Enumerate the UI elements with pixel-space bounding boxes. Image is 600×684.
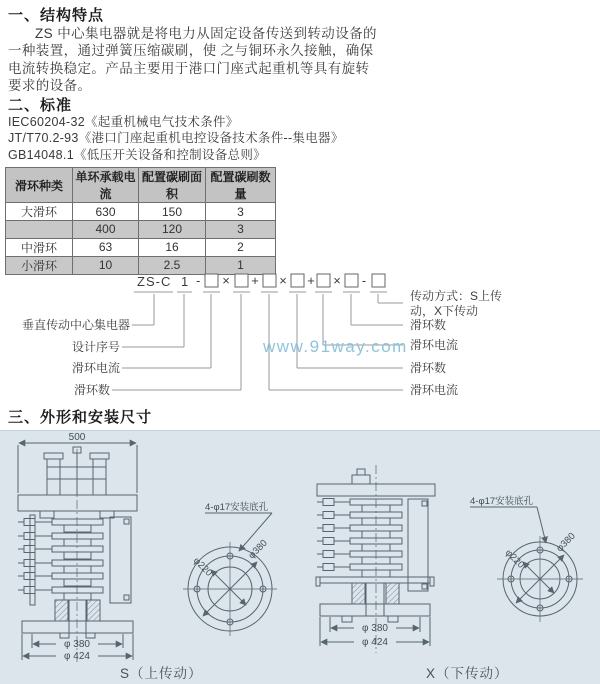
section1-heading: 一、结构特点 <box>8 7 105 24</box>
dim-500-label: 500 <box>68 432 86 443</box>
label-ring-count: 滑环数 <box>410 361 447 375</box>
watermark-text: www.91way.com <box>263 337 408 356</box>
label-drive-mode-line2: 动，X下传动 <box>410 304 479 318</box>
standards-list <box>8 114 344 163</box>
model-box <box>235 274 248 287</box>
table-cell: 2.5 <box>139 256 206 274</box>
paragraph-line: 电流转换稳定。产品主要用于港口门座式起重机等具有旋转 <box>8 60 370 76</box>
table-cell <box>6 221 73 239</box>
model-separator: - <box>196 273 201 288</box>
paragraph-line: 要求的设备。 <box>8 78 92 94</box>
model-boxes <box>205 274 385 287</box>
times-symbol: × <box>279 273 287 288</box>
model-box <box>317 274 330 287</box>
table-header-cell: 滑环种类 <box>6 168 73 203</box>
dim-380-diagonal-label: φ380 <box>554 530 578 555</box>
table-cell: 63 <box>73 238 139 256</box>
table-header-cell: 配置碳刷面积 <box>139 168 206 203</box>
model-box <box>205 274 218 287</box>
table-cell: 3 <box>206 221 276 239</box>
flange-view-left <box>183 513 277 636</box>
paragraph-line: ZS 中心集电器就是将电力从固定设备传送到转动设备的 <box>35 26 377 41</box>
table-cell: 10 <box>73 256 139 274</box>
table-row <box>6 238 276 256</box>
table-cell: 小滑环 <box>6 256 73 274</box>
standard-item: GB14048.1《低压开关设备和控制设备总则》 <box>8 147 266 162</box>
section3-heading: 三、外形和安装尺寸 <box>8 409 153 426</box>
label-drive-mode-line1: 传动方式：S上传 <box>410 289 503 303</box>
table-header-row <box>6 168 276 203</box>
model-box <box>372 274 385 287</box>
table-row <box>6 203 276 221</box>
dim-380-label: φ 380 <box>64 639 90 650</box>
table-cell: 120 <box>139 221 206 239</box>
s-assembly-drawing <box>18 443 137 663</box>
designation-left-labels <box>22 317 130 397</box>
dim-424-label: φ 424 <box>64 651 90 662</box>
model-prefix: ZS-C <box>137 274 172 289</box>
table-cell: 2 <box>206 238 276 256</box>
dimension-drawing-panel <box>0 430 600 684</box>
label-ring-count: 滑环数 <box>73 383 110 397</box>
mounting-holes-label: 4-φ17安装底孔 <box>470 496 534 507</box>
label-ring-current: 滑环电流 <box>410 383 459 397</box>
times-symbol: × <box>222 273 230 288</box>
table-cell: 630 <box>73 203 139 221</box>
slip-ring-stack <box>350 499 402 577</box>
table-cell: 16 <box>139 238 206 256</box>
table-cell: 400 <box>73 221 139 239</box>
section2-heading: 二、标准 <box>8 97 73 114</box>
table-cell: 大滑环 <box>6 203 73 221</box>
mounting-holes-label: 4-φ17安装底孔 <box>205 502 269 513</box>
table-header-cell: 配置碳刷数量 <box>206 168 276 203</box>
dim-380-diagonal-label: φ380 <box>246 537 270 562</box>
slip-ring-spec-table <box>5 167 276 275</box>
label-ring-current: 滑环电流 <box>71 361 120 375</box>
label-design-serial: 设计序号 <box>71 340 120 354</box>
model-box <box>345 274 358 287</box>
designation-right-labels <box>410 288 502 397</box>
dash-symbol: - <box>361 273 367 288</box>
technical-drawings <box>0 431 600 684</box>
caption-x-drive: X（下传动） <box>426 666 509 681</box>
table-cell: 3 <box>206 203 276 221</box>
dim-220-diagonal-label: φ220 <box>190 555 215 579</box>
brush-terminals <box>317 499 350 571</box>
times-symbol: × <box>333 273 341 288</box>
standard-item: JT/T70.2-93《港口门座起重机电控设备技术条件--集电器》 <box>8 131 344 146</box>
paragraph-line: 一种装置，通过弹簧压缩碳刷，使 之与铜环永久接触，确保 <box>8 43 374 59</box>
model-serial: 1 <box>181 274 189 289</box>
model-box <box>291 274 304 287</box>
flange-view-right <box>470 507 583 622</box>
table-cell: 1 <box>206 256 276 274</box>
dim-220-diagonal-label: φ220 <box>502 547 527 571</box>
standard-item: IEC60204-32《起重机械电气技术条件》 <box>8 115 239 129</box>
features-paragraph <box>8 25 377 95</box>
table-header-cell: 单环承载电流 <box>73 168 139 203</box>
model-designation-diagram <box>0 265 600 405</box>
label-ring-current: 滑环电流 <box>410 338 459 352</box>
plus-symbol: + <box>307 273 315 288</box>
dim-424-label: φ 424 <box>362 637 388 648</box>
label-collector-type: 垂直传动中心集电器 <box>21 318 130 332</box>
table-cell: 中滑环 <box>6 238 73 256</box>
table-cell: 150 <box>139 203 206 221</box>
dim-380-label: φ 380 <box>362 623 388 634</box>
label-ring-count: 滑环数 <box>410 318 447 332</box>
plus-symbol: + <box>251 273 259 288</box>
slip-ring-stack <box>52 519 103 600</box>
caption-s-drive: S（上传动） <box>120 666 203 681</box>
table-row <box>6 221 276 239</box>
model-box <box>263 274 276 287</box>
